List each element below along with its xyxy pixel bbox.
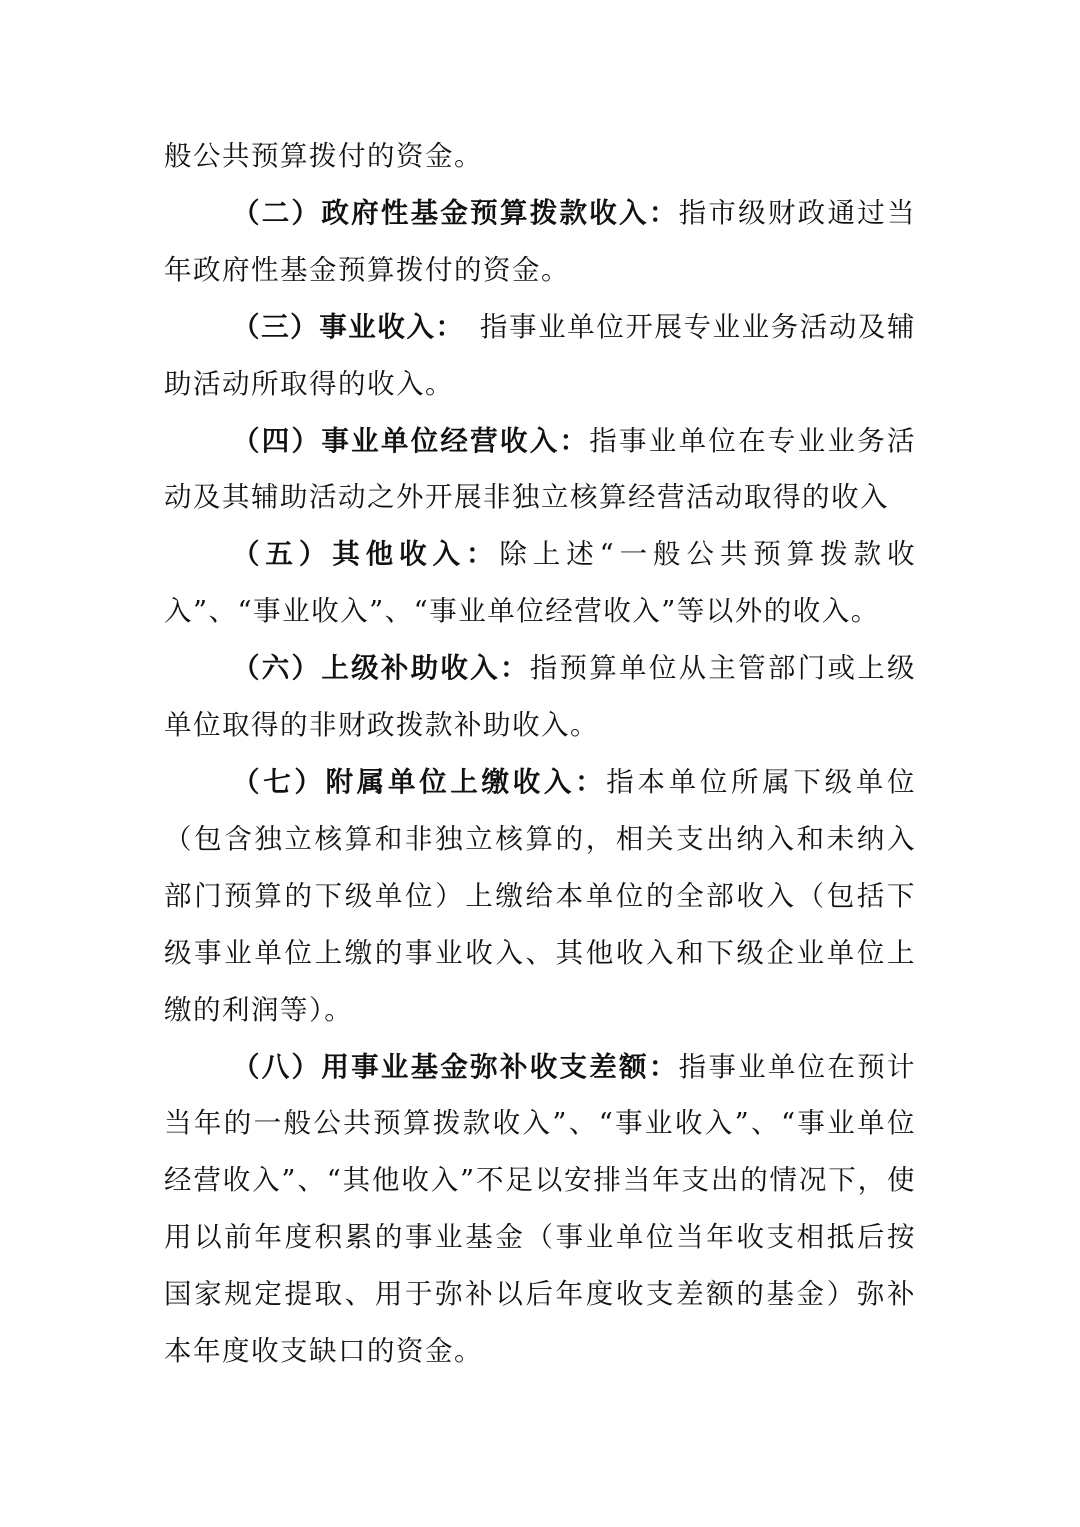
paragraph-heading: （五）其他收入： (232, 538, 500, 571)
paragraph-heading: （三）事业收入： (232, 310, 451, 343)
paragraph-heading: （七）附属单位上缴收入： (232, 765, 607, 798)
paragraph-text: 指事业单位在预计当年的一般公共预算拨款收入”、“事业收入”、“事业单位经营收入”、“其他收入”不足以安排当年支出的情况下，使用以前年度积累的事业基金（事业单位当年收支相抵后按国家规定提取、用于弥补以后年度收支差额的基金）弥补本年度收支缺口的资金。 (164, 1050, 917, 1368)
paragraph-business-fund-offset (164, 1039, 916, 1380)
paragraph-text: 指本单位所属下级单位（包含独立核算和非独立核算的，相关支出纳入和未纳入部门预算的下级单位）上缴给本单位的全部收入（包括下级事业单位上缴的事业收入、其他收入和下级企业单位上缴的利润等）。 (164, 765, 917, 1026)
paragraph-government-fund-income (164, 185, 916, 299)
paragraph-text: 指事业单位在专业业务活动及其辅助活动之外开展非独立核算经营活动取得的收入 (164, 424, 917, 514)
paragraph-heading: （八）用事业基金弥补收支差额： (232, 1050, 679, 1083)
paragraph-text: 除上述“一般公共预算拨款收入”、“事业收入”、“事业单位经营收入”等以外的收入。 (164, 538, 916, 628)
paragraph-superior-subsidy (164, 640, 916, 754)
paragraph-business-income (164, 299, 916, 413)
paragraph-text: 指事业单位开展专业业务活动及辅助活动所取得的收入。 (164, 310, 916, 400)
paragraph-other-income (164, 526, 916, 640)
paragraph-heading: （四）事业单位经营收入： (232, 424, 590, 457)
document-body (164, 128, 916, 1380)
paragraph-heading: （六）上级补助收入： (232, 652, 530, 685)
paragraph-text: 指预算单位从主管部门或上级单位取得的非财政拨款补助收入。 (164, 652, 917, 742)
paragraph-text: 般公共预算拨付的资金。 (164, 140, 483, 172)
paragraph-heading: （二）政府性基金预算拨款收入： (232, 196, 679, 229)
paragraph-continuation (164, 128, 916, 185)
paragraph-operating-income (164, 413, 916, 527)
paragraph-text: 指市级财政通过当年政府性基金预算拨付的资金。 (164, 196, 917, 286)
paragraph-affiliated-unit-remittance (164, 754, 916, 1039)
